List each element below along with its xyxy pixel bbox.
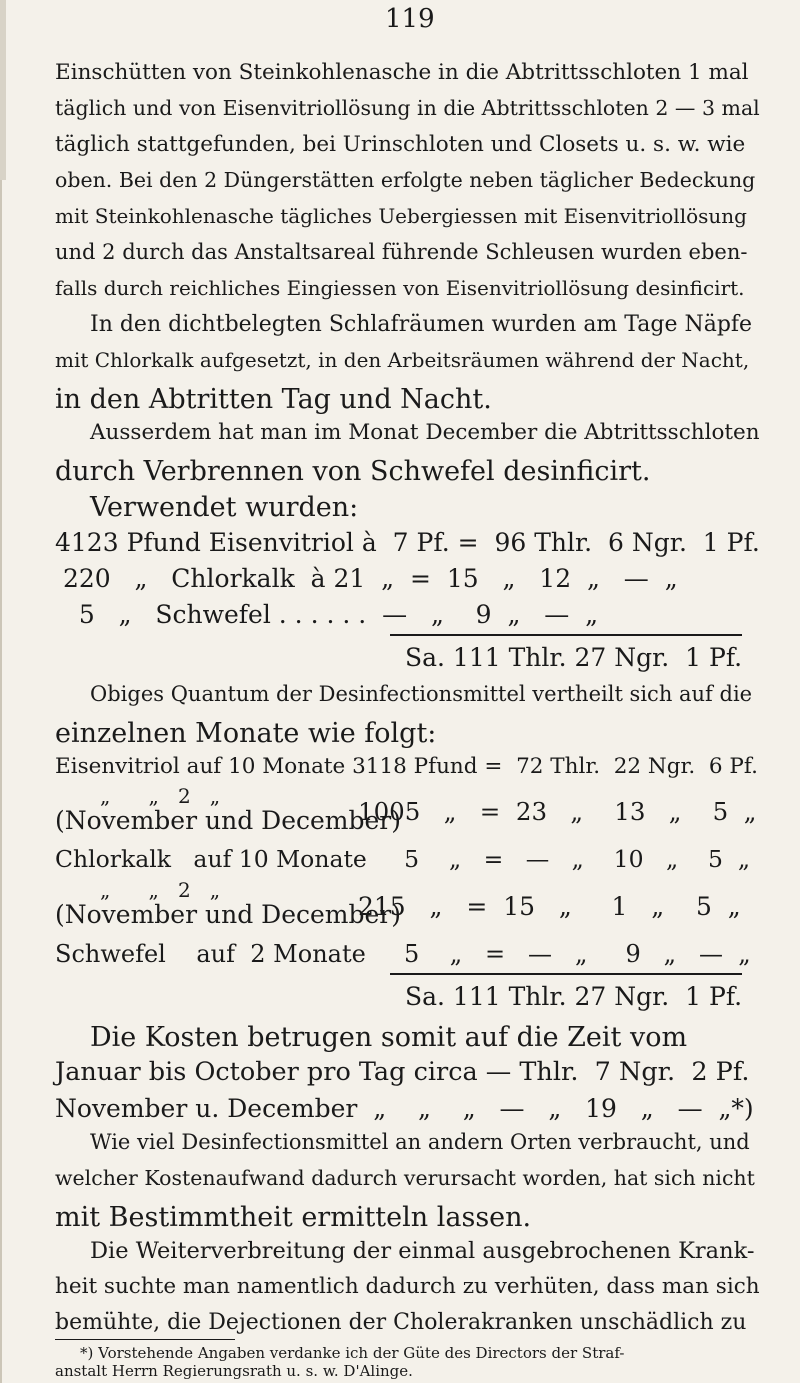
table2-ditto: „ „ 2 „ — [100, 878, 221, 902]
text-line: falls durch reichliches Eingiessen von Eisenvitriollösung desinficirt. — [55, 276, 745, 300]
table2-row: Eisenvitriol auf 10 Monate 3118 Pfund = 72 Thlr. 22 Ngr. 6 Pf. — [55, 754, 758, 779]
text-line: in den Abtritten Tag und Nacht. — [55, 384, 492, 415]
table2-values: 1005 „ = 23 „ 13 „ 5 „ — [358, 797, 757, 826]
binding-shadow — [0, 0, 6, 180]
page-edge — [0, 0, 2, 1383]
page-number: 119 — [385, 4, 435, 34]
text-line: und 2 durch das Anstaltsareal führende Schleusen wurden eben- — [55, 240, 748, 264]
table2-sum: Sa. 111 Thlr. 27 Ngr. 1 Pf. — [405, 982, 743, 1011]
text-line: Wie viel Desinfectionsmittel an andern Orten verbraucht, und — [90, 1130, 750, 1154]
text-line: Januar bis October pro Tag circa — Thlr. 7 Ngr. 2 Pf. — [55, 1057, 750, 1087]
table2-ditto: „ „ 2 „ — [100, 784, 221, 808]
table1-row: 5 „ Schwefel . . . . . . — „ 9 „ — „ — [55, 600, 599, 629]
text-line: In den dichtbelegten Schlafräumen wurden am Tage Näpfe — [90, 312, 753, 337]
text-line: Einschütten von Steinkohlenasche in die Abtrittsschloten 1 mal — [55, 60, 749, 85]
table1-row: 4123 Pfund Eisenvitriol à 7 Pf. = 96 Thlr. 6 Ngr. 1 Pf. — [55, 528, 760, 557]
text-line: oben. Bei den 2 Düngerstätten erfolgte neben täglicher Bedeckung — [55, 168, 756, 192]
table2-values: 215 „ = 15 „ 1 „ 5 „ — [358, 892, 741, 921]
text-line: einzelnen Monate wie folgt: — [55, 718, 437, 749]
table1-row: 220 „ Chlorkalk à 21 „ = 15 „ 12 „ — „ — [55, 564, 678, 593]
text-line: November u. December „ „ „ — „ 19 „ — „*) — [55, 1094, 754, 1123]
table2-row: Chlorkalk auf 10 Monate 5 „ = — „ 10 „ 5 „ — [55, 845, 751, 873]
text-line: täglich und von Eisenvitriollösung in die Abtrittsschloten 2 — 3 mal — [55, 96, 760, 120]
text-line: Obiges Quantum der Desinfectionsmittel vertheilt sich auf die — [90, 682, 753, 706]
footnote-rule — [55, 1339, 235, 1340]
text-line: welcher Kostenaufwand dadurch verursacht worden, hat sich nicht — [55, 1166, 755, 1190]
text-line: täglich stattgefunden, bei Urinschloten und Closets u. s. w. wie — [55, 132, 746, 157]
footnote-line: anstalt Herrn Regierungsrath u. s. w. D'Alinge. — [55, 1362, 413, 1380]
text-line: Ausserdem hat man im Monat December die Abtrittsschloten — [90, 420, 760, 445]
table1-sum: Sa. 111 Thlr. 27 Ngr. 1 Pf. — [405, 643, 743, 672]
text-line: Die Weiterverbreitung der einmal ausgebrochenen Krank- — [90, 1238, 755, 1264]
sum-rule — [390, 973, 742, 975]
table2-label: (November und December) — [55, 806, 401, 835]
text-line: durch Verbrennen von Schwefel desinficirt. — [55, 456, 651, 487]
text-line: heit suchte man namentlich dadurch zu verhüten, dass man sich — [55, 1274, 760, 1299]
table2-row: Schwefel auf 2 Monate 5 „ = — „ 9 „ — „ — [55, 940, 751, 968]
text-line: mit Chlorkalk aufgesetzt, in den Arbeitsräumen während der Nacht, — [55, 348, 750, 372]
used-heading: Verwendet wurden: — [90, 492, 359, 523]
sum-rule — [390, 634, 742, 636]
text-line: bemühte, die Dejectionen der Cholerakranken unschädlich zu — [55, 1310, 747, 1335]
text-line: Die Kosten betrugen somit auf die Zeit vom — [90, 1022, 688, 1053]
text-line: mit Bestimmtheit ermitteln lassen. — [55, 1202, 532, 1233]
text-line: mit Steinkohlenasche tägliches Uebergiessen mit Eisenvitriollösung — [55, 204, 747, 228]
table2-label: (November und December) — [55, 900, 401, 929]
footnote-line: *) Vorstehende Angaben verdanke ich der Güte des Directors der Straf- — [80, 1344, 625, 1362]
